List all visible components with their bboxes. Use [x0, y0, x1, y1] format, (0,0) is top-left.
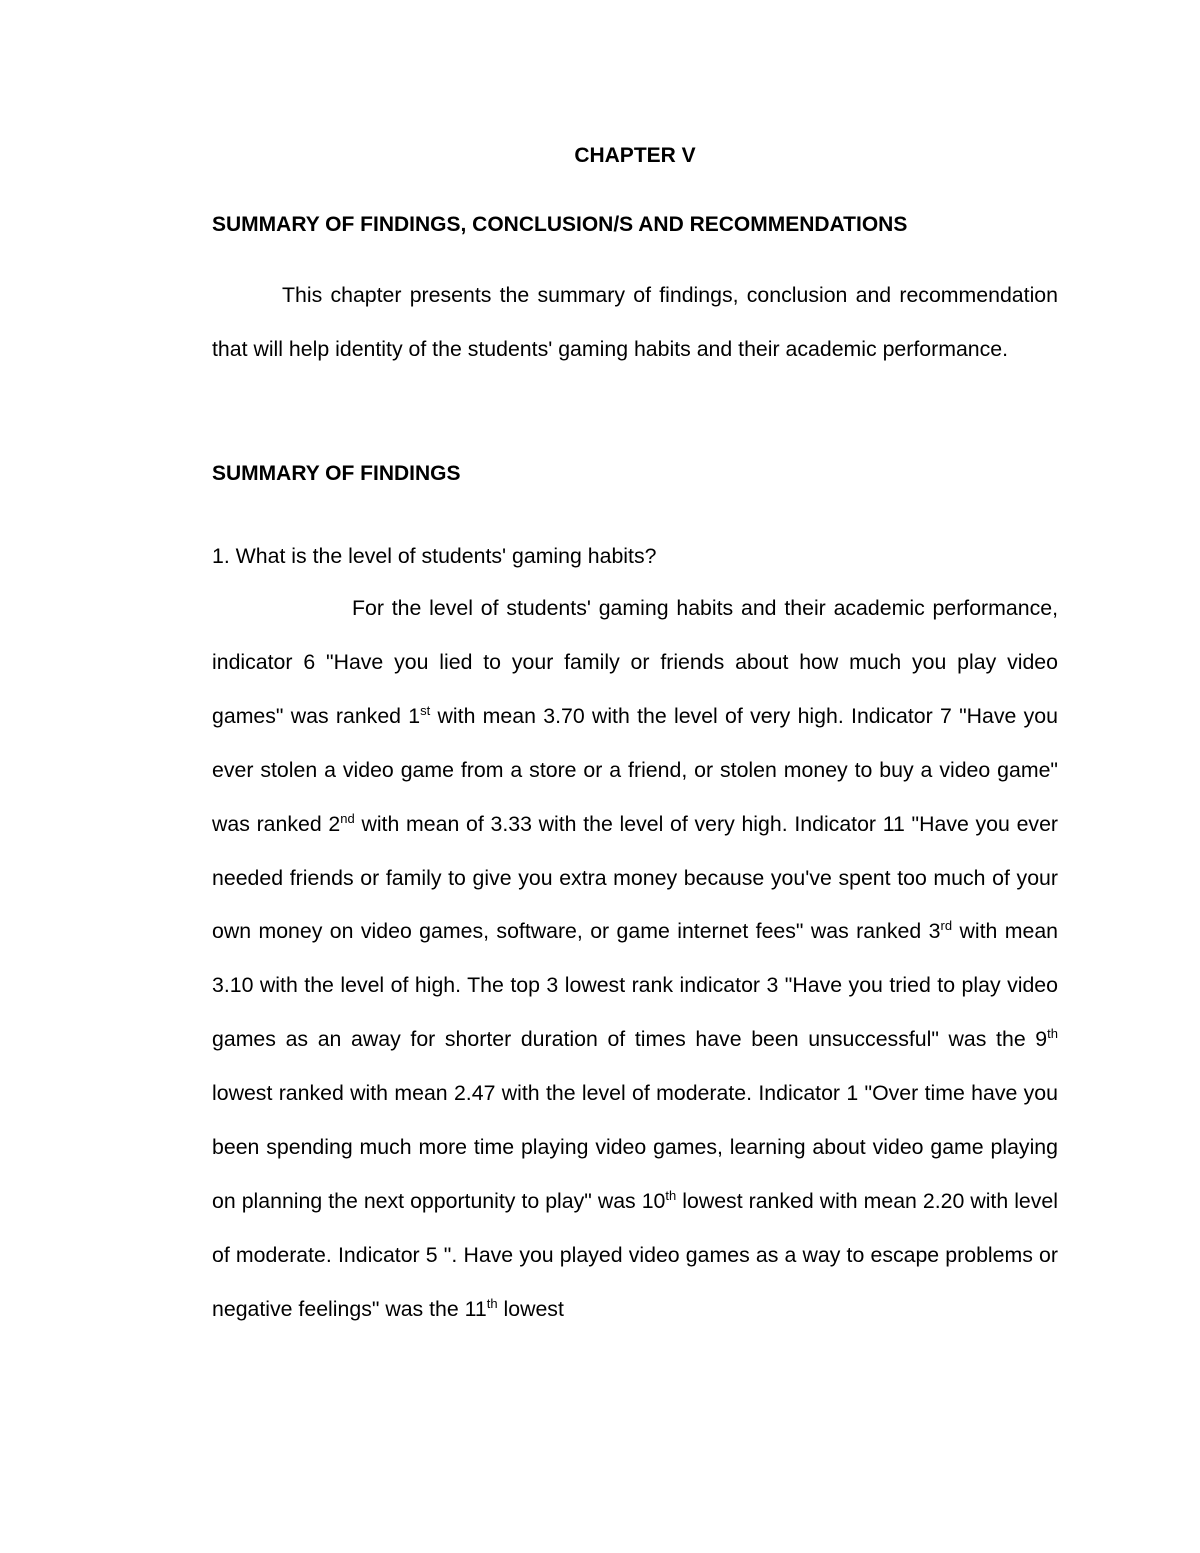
intro-paragraph: This chapter presents the summary of findings, conclusion and recommendation that will help identity of the students' gaming habits and their academic performance.	[212, 283, 1058, 361]
ordinal-suffix-3: rd	[940, 918, 953, 934]
findings-text-1: For the level of students' gaming habits and their academic performance, indicator 6 "Have you lied to your family or friends about how much you play video games" was ranked 1	[212, 596, 1058, 728]
findings-text-6: lowest ranked with mean 2.20 with level of moderate. Indicator 5 ". Have you played video games as a way to escape problems or negative feelings" was the 11	[212, 1188, 1058, 1321]
main-heading: SUMMARY OF FINDINGS, CONCLUSION/S AND RECOMMENDATIONS	[212, 213, 908, 236]
findings-paragraph	[212, 582, 1058, 1337]
chapter-title: CHAPTER V	[574, 144, 696, 167]
question-1: 1. What is the level of students' gaming habits?	[212, 544, 657, 568]
ordinal-suffix-5: th	[665, 1187, 677, 1203]
ordinal-suffix-2: nd	[340, 810, 355, 826]
findings-text-3: with mean of 3.33 with the level of very high. Indicator 11 "Have you ever needed friends or family to give you extra money because you've spent too much of your own money on video games, software, or game internet fees" was ranked 3	[212, 811, 1059, 944]
summary-heading: SUMMARY OF FINDINGS	[212, 462, 461, 485]
findings-text-4: with mean 3.10 with the level of high. The top 3 lowest rank indicator 3 "Have you tried to play video games as an away for shorter duration of times have been unsuccessful" was the 9	[212, 919, 1059, 1052]
ordinal-suffix-6: th	[486, 1295, 498, 1311]
ordinal-suffix-4: th	[1047, 1026, 1058, 1042]
ordinal-suffix-1: st	[420, 702, 431, 718]
findings-text-2: with mean 3.70 with the level of very high. Indicator 7 "Have you ever stolen a video game from a store or a friend, or stolen money to buy a video game" was ranked 2	[212, 703, 1058, 836]
findings-text-7: lowest	[497, 1296, 564, 1321]
findings-text-5: lowest ranked with mean 2.47 with the level of moderate. Indicator 1 "Over time have you been spending much more time playing video games, learning about video game playing on planning the next opportunity to play" was 10	[212, 1081, 1058, 1213]
